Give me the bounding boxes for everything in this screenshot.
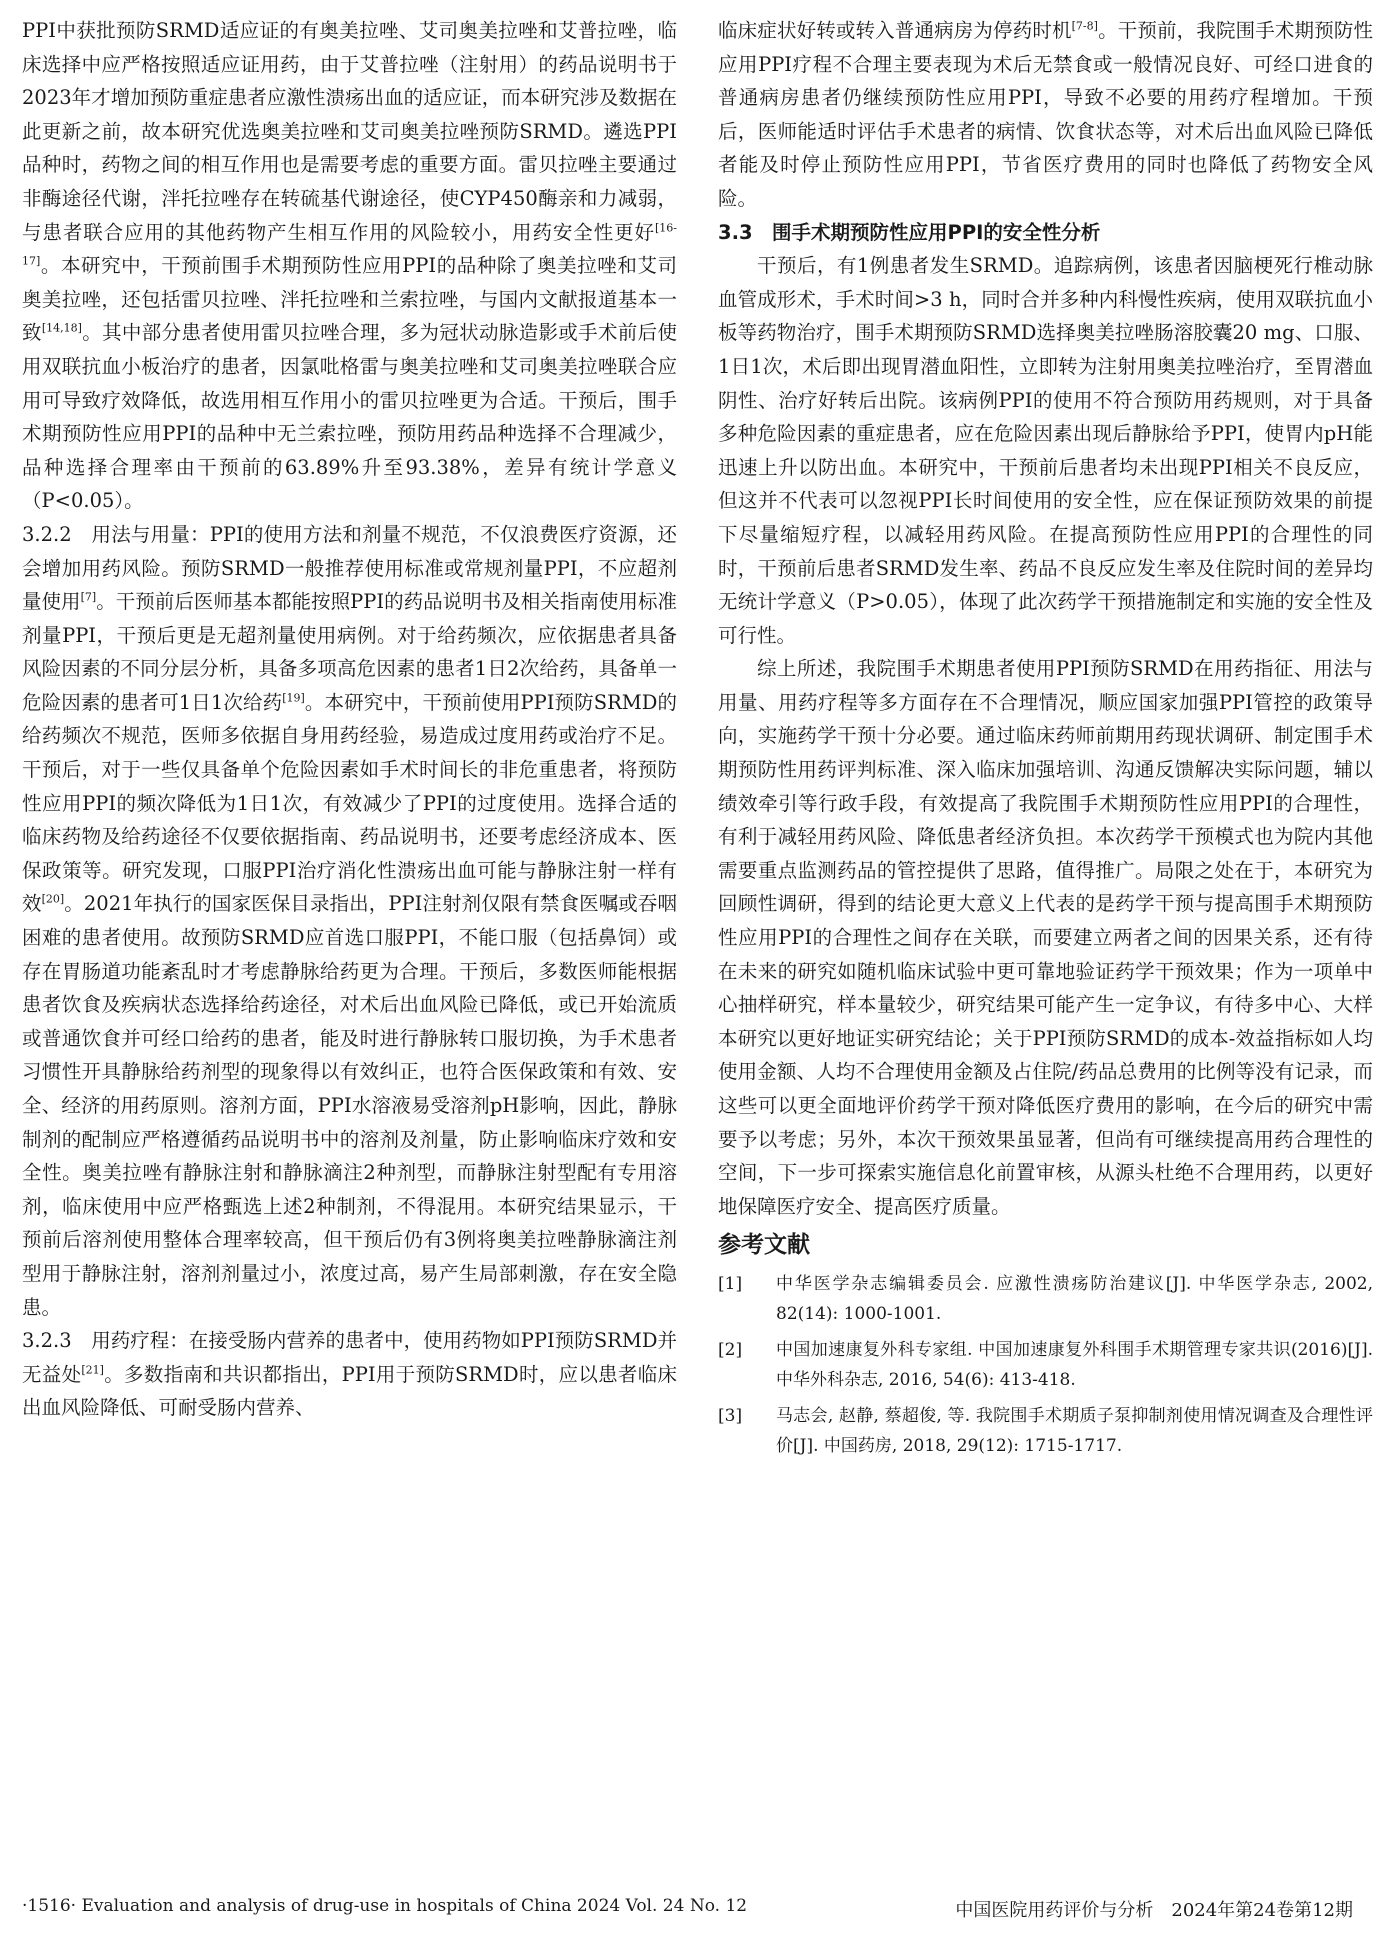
citation[interactable]: [19] [282,691,305,705]
right-column [718,14,1373,1467]
paragraph: 临床症状好转或转入普通病房为停药时机[7-8]。干预前，我院围手术期预防性应用PPI疗程不合理主要表现为术后无禁食或一般情况良好、可经口进食的普通病房患者仍继续预防性应用PPI，导致不必要的用药疗程增加。干预后，医师能适时评估手术患者的病情、饮食状态等，对术后出血风险已降低者能及时停止预防性应用PPI，节省医疗费用的同时也降低了药物安全风险。 [718,19,1373,210]
paragraph: 综上所述，我院围手术期患者使用PPI预防SRMD在用药指征、用法与用量、用药疗程等多方面存在不合理情况，顺应国家加强PPI管控的政策导向，实施药学干预十分必要。通过临床药师前期用药现状调研、制定围手术期预防性用药评判标准、深入临床加强培训、沟通反馈解决实际问题，辅以绩效牵引等行政手段，有效提高了我院围手术期预防性应用PPI的合理性，有利于减轻用药风险、降低患者经济负担。本次药学干预模式也为院内其他需要重点监测药品的管控提供了思路，值得推广。局限之处在于，本研究为回顾性调研，得到的结论更大意义上代表的是药学干预与提高围手术期预防性应用PPI的合理性之间存在关联，而要建立两者之间的因果关系，还有待在未来的研究如随机临床试验中更可靠地验证药学干预效果；作为一项单中心抽样研究，样本量较少，研究结果可能产生一定争议，有待多中心、大样本研究以更好地证实研究结论；关于PPI预防SRMD的成本-效益指标如人均使用金额、人均不合理使用金额及占住院/药品总费用的比例等没有记录，而这些可以更全面地评价药学干预对降低医疗费用的影响，在今后的研究中需要予以考虑；另外，本次干预效果虽显著，但尚有可继续提高用药合理性的空间，下一步可探索实施信息化前置审核，从源头杜绝不合理用药，以更好地保障医疗安全、提高医疗质量。 [718,657,1373,1218]
citation[interactable]: [20] [41,892,65,906]
section-number: 3.2.3 [22,1329,72,1353]
citation[interactable]: [16-17] [22,221,677,268]
page-footer [22,1896,1353,1926]
reference-item [718,1401,1373,1461]
section-heading-3-3: 3.3 围手术期预防性应用PPI的安全性分析 [718,220,1101,244]
reference-list [718,1269,1373,1461]
section-number: 3.2.2 [22,522,72,546]
reference-item [718,1269,1373,1329]
reference-number: [3] [718,1406,743,1427]
paragraph: PPI中获批预防SRMD适应证的有奥美拉唑、艾司奥美拉唑和艾普拉唑，临床选择中应严格按照适应证用药，由于艾普拉唑（注射用）的药品说明书于2023年才增加预防重症患者应激性溃疡出血的适应证，而本研究涉及数据在此更新之前，故本研究优选奥美拉唑和艾司奥美拉唑预防SRMD。遴选PPI品种时，药物之间的相互作用也是需要考虑的重要方面。雷贝拉唑主要通过非酶途径代谢，泮托拉唑存在转硫基代谢途径，使CYP450酶亲和力减弱，与患者联合应用的其他药物产生相互作用的风险较小，用药安全性更好[16-17]。本研究中，干预前围手术期预防性应用PPI的品种除了奥美拉唑和艾司奥美拉唑，还包括雷贝拉唑、泮托拉唑和兰索拉唑，与国内文献报道基本一致[14,18]。其中部分患者使用雷贝拉唑合理，多为冠状动脉造影或手术前后使用双联抗血小板治疗的患者，因氯吡格雷与奥美拉唑和艾司奥美拉唑联合应用可导致疗效降低，故选用相互作用小的雷贝拉唑更为合适。干预后，围手术期预防性应用PPI的品种中无兰索拉唑，预防用药品种选择不合理减少，品种选择合理率由干预前的63.89%升至93.38%，差异有统计学意义（P<0.05）。 [22,19,677,513]
left-column [22,14,677,1425]
paragraph: 干预后，有1例患者发生SRMD。追踪病例，该患者因脑梗死行椎动脉血管成形术，手术时间>3 h，同时合并多种内科慢性疾病，使用双联抗血小板等药物治疗，围手术期预防SRMD选择奥美拉唑肠溶胶囊20 mg、口服、1日1次，术后即出现胃潜血阳性，立即转为注射用奥美拉唑治疗，至胃潜血阴性、治疗好转后出院。该病例PPI的使用不符合预防用药规则，对于具备多种危险因素的重症患者，应在危险因素出现后静脉给予PPI，使胃内pH能迅速上升以防出血。本研究中，干预前后患者均未出现PPI相关不良反应，但这并不代表可以忽视PPI长时间使用的安全性，应在保证预防效果的前提下尽量缩短疗程，以减轻用药风险。在提高预防性应用PPI的合理性的同时，干预前后患者SRMD发生率、药品不良反应发生率及住院时间的差异均无统计学意义（P>0.05），体现了此次药学干预措施制定和实施的安全性及可行性。 [718,254,1373,647]
footer-right: 中国医院用药评价与分析 2024年第24卷第12期 [955,1900,1353,1921]
reference-item [718,1335,1373,1395]
reference-number: [1] [718,1274,743,1295]
citation[interactable]: [7-8] [1071,19,1098,33]
citation[interactable]: [21] [81,1363,104,1377]
reference-text: 中华医学杂志编辑委员会. 应激性溃疡防治建议[J]. 中华医学杂志, 2002, 82(14): 1000-1001. [776,1274,1373,1325]
section-3-2-2: 3.2.2 用法与用量：PPI的使用方法和剂量不规范，不仅浪费医疗资源，还会增加用药风险。预防SRMD一般推荐使用标准或常规剂量PPI，不应超剂量使用[7]。干预前后医师基本都能按照PPI的药品说明书及相关指南使用标准剂量PPI，干预后更是无超剂量使用病例。对于给药频次，应依据患者具备风险因素的不同分层分析，具备多项高危因素的患者1日2次给药，具备单一危险因素的患者可1日1次给药[19]。本研究中，干预前使用PPI预防SRMD的给药频次不规范，医师多依据自身用药经验，易造成过度用药或治疗不足。干预后，对于一些仅具备单个危险因素如手术时间长的非危重患者，将预防性应用PPI的频次降低为1日1次，有效减少了PPI的过度使用。选择合适的临床药物及给药途径不仅要依据指南、药品说明书，还要考虑经济成本、医保政策等。研究发现，口服PPI治疗消化性溃疡出血可能与静脉注射一样有效[20]。2021年执行的国家医保目录指出，PPI注射剂仅限有禁食医嘱或吞咽困难的患者使用。故预防SRMD应首选口服PPI，不能口服（包括鼻饲）或存在胃肠道功能紊乱时才考虑静脉给药更为合理。干预后，多数医师能根据患者饮食及疾病状态选择给药途径，对术后出血风险已降低，或已开始流质或普通饮食并可经口给药的患者，能及时进行静脉转口服切换，为手术患者习惯性开具静脉给药剂型的现象得以有效纠正，也符合医保政策和有效、安全、经济的用药原则。溶剂方面，PPI水溶液易受溶剂pH影响，因此，静脉制剂的配制应严格遵循药品说明书中的溶剂及剂量，防止影响临床疗效和安全性。奥美拉唑有静脉注射和静脉滴注2种剂型，而静脉注射型配有专用溶剂，临床使用中应严格甄选上述2种制剂，不得混用。本研究结果显示，干预前后溶剂使用整体合理率较高，但干预后仍有3例将奥美拉唑静脉滴注剂型用于静脉注射，溶剂剂量过小，浓度过高，易产生局部刺激，存在安全隐患。 [22,522,677,1319]
reference-number: [2] [718,1340,743,1361]
references-heading: 参考文献 [718,1232,810,1259]
section-3-2-3: 3.2.3 用药疗程：在接受肠内营养的患者中，使用药物如PPI预防SRMD并无益处[21]。多数指南和共识都指出，PPI用于预防SRMD时，应以患者临床出血风险降低、可耐受肠内营养、 [22,1329,677,1420]
reference-text: 中国加速康复外科专家组. 中国加速康复外科围手术期管理专家共识(2016)[J]. 中华外科杂志, 2016, 54(6): 413-418. [776,1340,1373,1391]
footer-left: ·1516· Evaluation and analysis of drug-use in hospitals of China 2024 Vol. 24 No. 12 [22,1896,748,1916]
citation[interactable]: [14,18] [41,321,82,335]
reference-text: 马志会, 赵静, 蔡超俊, 等. 我院围手术期质子泵抑制剂使用情况调查及合理性评价[J]. 中国药房, 2018, 29(12): 1715-1717. [776,1406,1373,1457]
citation[interactable]: [7] [80,590,97,604]
